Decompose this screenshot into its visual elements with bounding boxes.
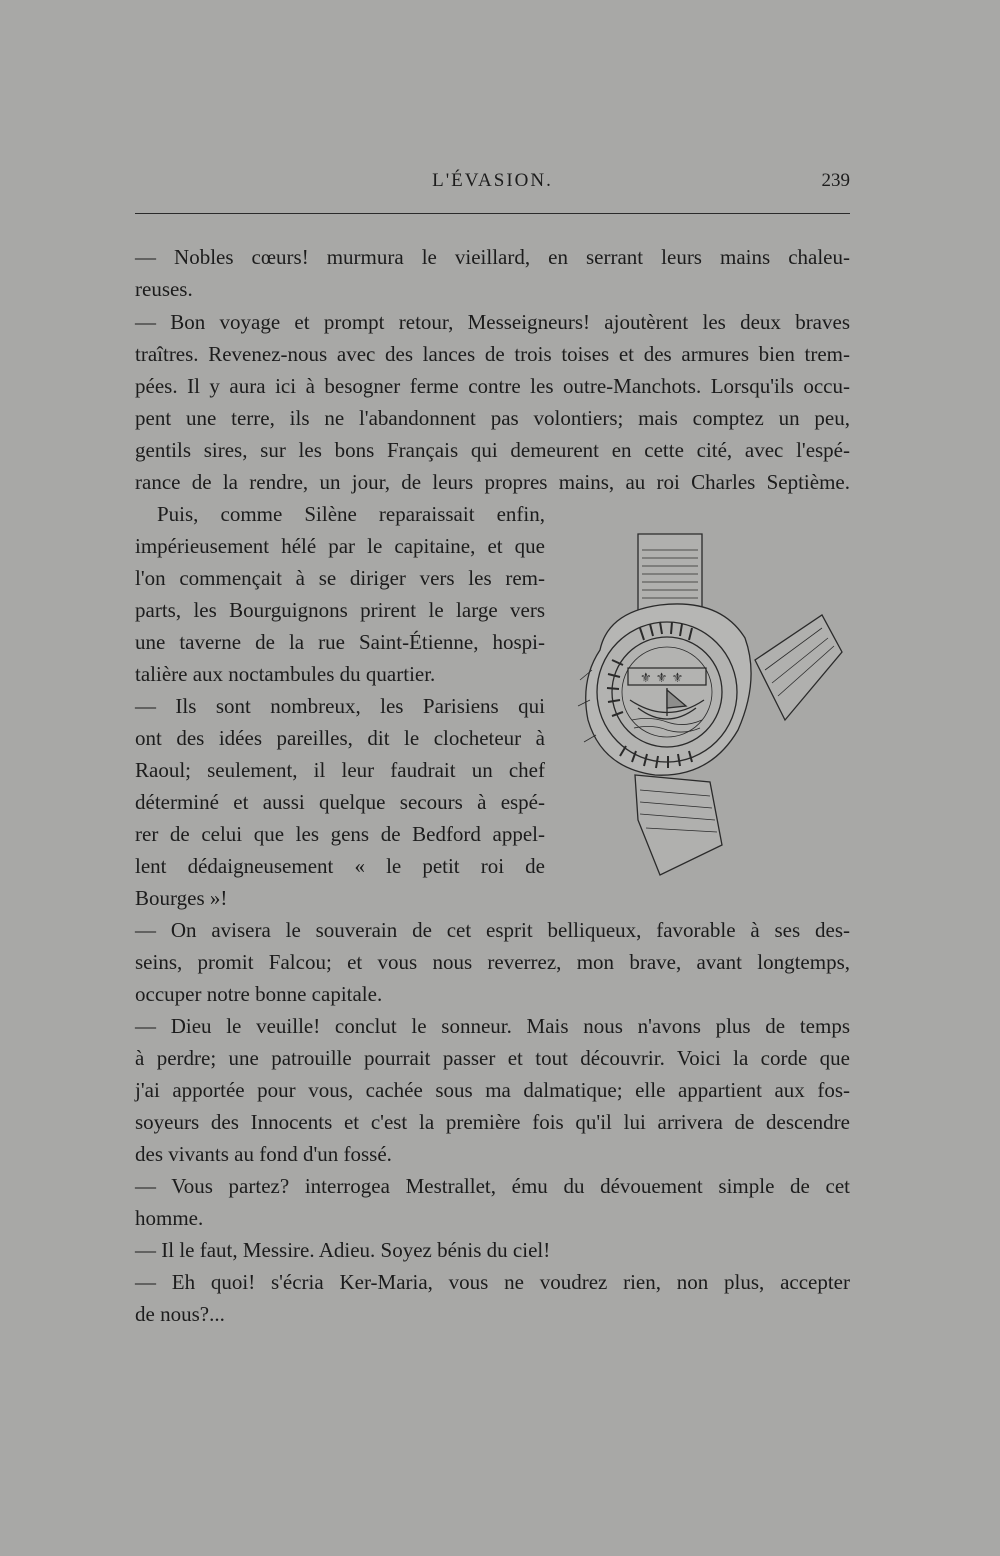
text-line: — Eh quoi! s'écria Ker-Maria, vous ne voudrez rien, non plus, accepter [135,1270,850,1294]
text-line: — Nobles cœurs! murmura le vieillard, en serrant leurs mains chaleu- [135,245,850,269]
text-line: rance de la rendre, un jour, de leurs propres mains, au roi Charles Septième. [135,470,850,494]
svg-text:⚜ ⚜ ⚜: ⚜ ⚜ ⚜ [640,671,684,686]
text-line: — Ils sont nombreux, les Parisiens qui [135,694,545,718]
text-line: Raoul; seulement, il leur faudrait un chef [135,758,545,782]
text-line: gentils sires, sur les bons Français qui demeurent en cette cité, avec l'espé- [135,438,850,462]
text-line: homme. [135,1206,204,1230]
text-line: reuses. [135,277,193,301]
text-line: — On avisera le souverain de cet esprit belliqueux, favorable à ses des- [135,918,850,942]
text-line: soyeurs des Innocents et c'est la première fois qu'il lui arrivera de descendre [135,1110,850,1134]
text-line: des vivants au fond d'un fossé. [135,1142,392,1166]
text-line: seins, promit Falcou; et vous nous reverrez, mon brave, avant longtemps, [135,950,850,974]
text-line: — Il le faut, Messire. Adieu. Soyez bénis du ciel! [135,1238,551,1262]
seal-icon [560,520,855,890]
running-head [135,170,850,200]
text-line: occuper notre bonne capitale. [135,982,383,1006]
text-line: pent une terre, ils ne l'abandonnent pas volontiers; mais comptez un peu, [135,406,850,430]
text-line: parts, les Bourguignons prirent le large vers [135,598,545,622]
seal-illustration [560,520,855,890]
text-line: pées. Il y aura ici à besogner ferme contre les outre-Manchots. Lorsqu'ils occu- [135,374,850,398]
text-line: — Bon voyage et prompt retour, Messeigneurs! ajoutèrent les deux braves [135,310,850,334]
text-line: impérieusement hélé par le capitaine, et que [135,534,545,558]
text-line: de nous?... [135,1302,225,1326]
page-number: 239 [821,170,850,191]
text-line: lent dédaigneusement « le petit roi de [135,854,545,878]
text-line: Bourges »! [135,886,228,910]
text-line: ont des idées pareilles, dit le clocheteur à [135,726,545,750]
text-line: j'ai apportée pour vous, cachée sous ma dalmatique; elle appartient aux fos- [135,1078,850,1102]
header-rule [135,213,850,214]
text-line: Puis, comme Silène reparaissait enfin, [157,502,545,526]
text-line: l'on commençait à se diriger vers les rem- [135,566,545,590]
text-line: traîtres. Revenez-nous avec des lances de trois toises et des armures bien trem- [135,342,850,366]
chapter-title: L'ÉVASION. [432,170,553,191]
text-line: une taverne de la rue Saint-Étienne, hospi- [135,630,545,654]
text-line: — Dieu le veuille! conclut le sonneur. Mais nous n'avons plus de temps [135,1014,850,1038]
text-line: — Vous partez? interrogea Mestrallet, ému du dévouement simple de cet [135,1174,850,1198]
text-line: déterminé et aussi quelque secours à espé- [135,790,545,814]
text-line: à perdre; une patrouille pourrait passer et tout découvrir. Voici la corde que [135,1046,850,1070]
text-line: rer de celui que les gens de Bedford appel- [135,822,545,846]
text-line: talière aux noctambules du quartier. [135,662,436,686]
